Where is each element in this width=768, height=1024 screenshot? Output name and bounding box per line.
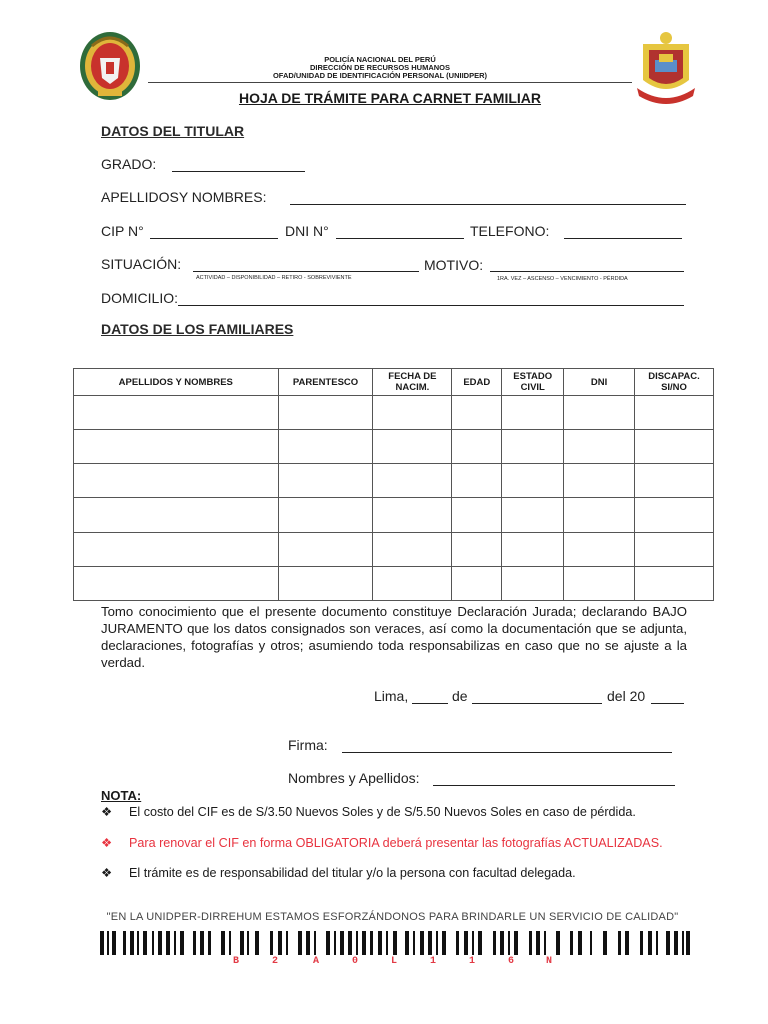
cell[interactable] — [635, 430, 714, 464]
cell[interactable] — [278, 464, 373, 498]
telefono-label: TELEFONO: — [470, 223, 550, 239]
cell[interactable] — [74, 464, 279, 498]
lima-label: Lima, — [374, 688, 409, 704]
barcode-char: A — [313, 956, 320, 967]
table-row — [74, 498, 714, 532]
apellidos-label: APELLIDOSY NOMBRES: — [101, 189, 267, 205]
cell[interactable] — [373, 532, 452, 566]
cell[interactable] — [373, 464, 452, 498]
familiares-table — [73, 368, 714, 601]
nota-item-renovar — [101, 836, 689, 852]
cell[interactable] — [452, 532, 502, 566]
mes-field[interactable] — [472, 703, 602, 704]
cell[interactable] — [74, 498, 279, 532]
cell[interactable] — [635, 498, 714, 532]
firma-label: Firma: — [288, 737, 328, 753]
motivo-label: MOTIVO: — [424, 257, 484, 273]
cell[interactable] — [452, 464, 502, 498]
pnp-emblem-logo — [78, 28, 142, 102]
barcode-char: L — [391, 956, 398, 967]
header-line-1: POLICÍA NACIONAL DEL PERÚ — [324, 55, 436, 64]
cell[interactable] — [502, 396, 564, 430]
cip-field[interactable] — [150, 238, 278, 239]
motivo-field[interactable] — [490, 271, 684, 272]
domicilio-field[interactable] — [178, 305, 684, 306]
familiares-rows — [74, 396, 714, 601]
cell[interactable] — [452, 430, 502, 464]
situacion-label: SITUACIÓN: — [101, 256, 182, 272]
cell[interactable] — [373, 566, 452, 600]
cell[interactable] — [278, 566, 373, 600]
footer-slogan: "EN LA UNIDPER-DIRREHUM ESTAMOS ESFORZÁNDONOS PARA BRINDARLE UN SERVICIO DE CALIDAD" — [106, 911, 679, 923]
motivo-hint: 1RA. VEZ – ASCENSO – VENCIMIENTO - PÉRDIDA — [497, 276, 628, 282]
cell[interactable] — [373, 396, 452, 430]
barcode-char: 1 — [469, 956, 476, 967]
nombres-field[interactable] — [433, 785, 675, 786]
cell[interactable] — [564, 396, 635, 430]
cell[interactable] — [452, 396, 502, 430]
table-header-row — [74, 369, 714, 396]
cell[interactable] — [502, 498, 564, 532]
barcode-char: N — [546, 956, 553, 967]
barcode-char: 0 — [352, 956, 359, 967]
dia-field[interactable] — [412, 703, 448, 704]
familiares-heading: DATOS DE LOS FAMILIARES — [101, 321, 294, 337]
telefono-field[interactable] — [564, 238, 682, 239]
header-divider — [148, 82, 632, 83]
nota-text: El trámite es de responsabilidad del titular y/o la persona con facultad delegada. — [129, 866, 576, 880]
cell[interactable] — [564, 532, 635, 566]
table-row — [74, 532, 714, 566]
domicilio-label: DOMICILIO: — [101, 290, 179, 306]
cell[interactable] — [564, 430, 635, 464]
col-discapac: DISCAPAC. SI/NO — [635, 369, 714, 396]
apellidos-field[interactable] — [290, 204, 686, 205]
table-row — [74, 464, 714, 498]
cell[interactable] — [635, 396, 714, 430]
dni-label: DNI N° — [285, 223, 329, 239]
titular-heading: DATOS DEL TITULAR — [101, 123, 245, 139]
cell[interactable] — [635, 532, 714, 566]
anio-field[interactable] — [651, 703, 684, 704]
nota-item-responsabilidad — [101, 866, 689, 882]
nota-title: NOTA: — [101, 788, 142, 803]
cell[interactable] — [635, 566, 714, 600]
nota-item-costo — [101, 805, 689, 821]
cell[interactable] — [74, 430, 279, 464]
barcode-char: 6 — [508, 956, 515, 967]
unit-crest-logo — [633, 30, 699, 108]
cell[interactable] — [452, 498, 502, 532]
barcode-char: 2 — [272, 956, 279, 967]
cell[interactable] — [278, 396, 373, 430]
cell[interactable] — [564, 464, 635, 498]
cell[interactable] — [74, 566, 279, 600]
cell[interactable] — [635, 464, 714, 498]
header-line-2: DIRECCIÓN DE RECURSOS HUMANOS — [309, 63, 450, 72]
barcode-char: 1 — [430, 956, 437, 967]
cell[interactable] — [502, 532, 564, 566]
del-label: del 20 — [607, 688, 646, 704]
cell[interactable] — [278, 532, 373, 566]
declaracion-text: Tomo conocimiento que el presente documento constituye Declaración Jurada; declarando BAJO JURAMENTO que los datos consignados son veraces, así como la documentación que se adjunta, declaraciones, fotografías y otros; asumiendo toda responsabilizas en caso que no se ajuste a la verdad. — [101, 604, 687, 670]
cell[interactable] — [74, 396, 279, 430]
cell[interactable] — [502, 464, 564, 498]
col-edad: EDAD — [452, 369, 502, 396]
col-fecha-nacim: FECHA DE NACIM. — [373, 369, 452, 396]
barcode-image — [100, 931, 690, 955]
table-row — [74, 396, 714, 430]
firma-field[interactable] — [342, 752, 672, 753]
barcode-char: B — [233, 956, 240, 967]
header-line-3: OFAD/UNIDAD DE IDENTIFICACIÓN PERSONAL (UNIIDPER) — [272, 71, 488, 80]
cip-label: CIP N° — [101, 223, 144, 239]
table-row — [74, 430, 714, 464]
diamond-bullet-icon: ❖ — [101, 866, 113, 880]
diamond-bullet-icon: ❖ — [101, 805, 113, 819]
grado-label: GRADO: — [101, 156, 157, 172]
cell[interactable] — [278, 498, 373, 532]
cell[interactable] — [373, 498, 452, 532]
cell[interactable] — [373, 430, 452, 464]
page-title: HOJA DE TRÁMITE PARA CARNET FAMILIAR — [238, 90, 542, 106]
col-parentesco: PARENTESCO — [278, 369, 373, 396]
cell[interactable] — [502, 430, 564, 464]
de-label: de — [452, 688, 468, 704]
cell[interactable] — [74, 532, 279, 566]
diamond-bullet-icon: ❖ — [101, 836, 113, 850]
nota-text: Para renovar el CIF en forma OBLIGATORIA deberá presentar las fotografías ACTUALIZADAS. — [129, 836, 663, 850]
nota-text: El costo del CIF es de S/3.50 Nuevos Soles y de S/5.50 Nuevos Soles en caso de pérdida. — [129, 805, 636, 819]
cell[interactable] — [564, 498, 635, 532]
grado-field[interactable] — [172, 171, 305, 172]
dni-field[interactable] — [336, 238, 464, 239]
col-estado-civil: ESTADO CIVIL — [502, 369, 564, 396]
col-apellidos: APELLIDOS Y NOMBRES — [74, 369, 279, 396]
situacion-field[interactable] — [193, 271, 419, 272]
cell[interactable] — [502, 566, 564, 600]
nombres-label: Nombres y Apellidos: — [288, 770, 420, 786]
cell[interactable] — [452, 566, 502, 600]
table-row — [74, 566, 714, 600]
col-dni: DNI — [564, 369, 635, 396]
cell[interactable] — [564, 566, 635, 600]
cell[interactable] — [278, 430, 373, 464]
situacion-hint: ACTIVIDAD – DISPONIBILIDAD – RETIRO - SOBREVIVIENTE — [196, 275, 352, 281]
